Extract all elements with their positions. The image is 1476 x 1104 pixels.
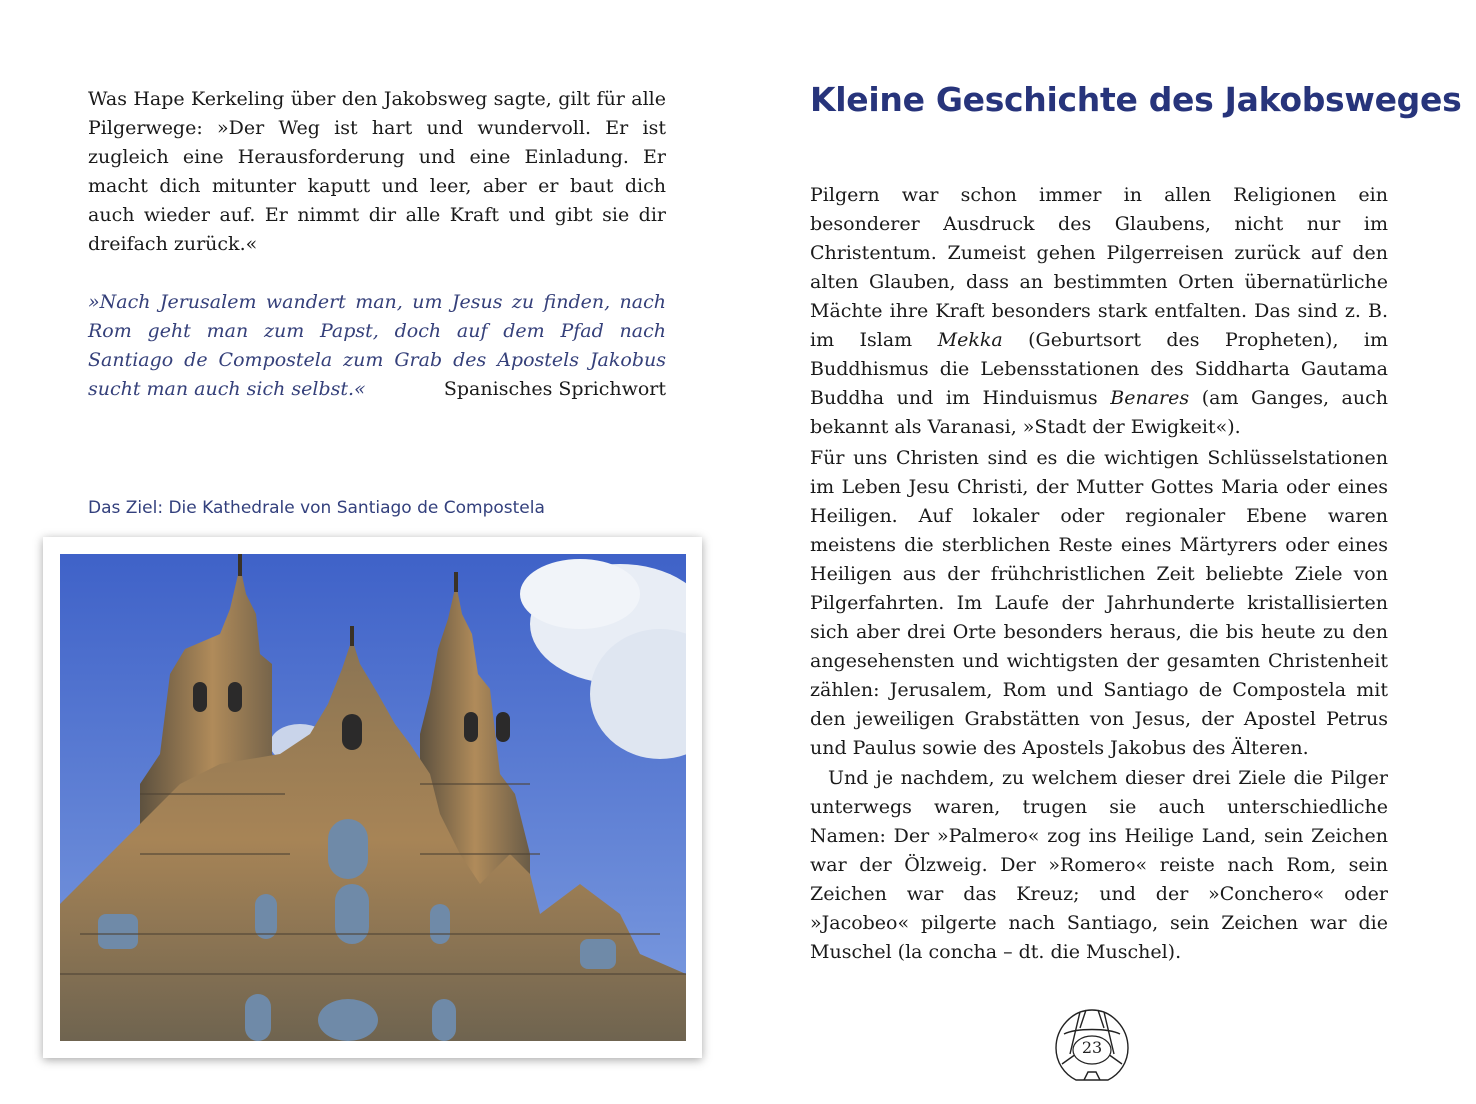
page-heading: Kleine Geschichte des Jakobsweges: [810, 80, 1462, 119]
quote-attribution: Spanisches Sprichwort: [443, 378, 666, 400]
photo-caption: Das Ziel: Die Kathedrale von Santiago de Compostela: [88, 498, 545, 518]
paragraph-1-part-c: (am Ganges, auch bekannt als Varanasi, »Stadt der Ewigkeit«).: [810, 387, 1389, 438]
cathedral-photo-frame: [43, 537, 702, 1058]
paragraph-1-part-b: (Geburtsort des Propheten), im Buddhismus die Lebensstationen des Siddharta Gautama Buddha und im Hinduismus: [810, 329, 1388, 409]
page-number: 23: [1081, 1038, 1103, 1057]
paragraph-1: [810, 181, 1388, 442]
paragraph-2: Für uns Christen sind es die wichtigen Schlüsselstationen im Leben Jesu Christi, der Mutter Gottes Maria oder eines Heiligen. Auf lokaler oder regionaler Ebene waren meistens die sterblichen Reste eines Märtyrers oder eines Heiligen aus der frühchristlichen Zeit beliebte Ziele von Pilgerfahrten. Im Laufe der Jahrhunderte kristallisierten sich aber drei Orte besonders heraus, die bis heute zu den angesehensten und wichtigsten der gesamten Christenheit zählen: Jerusalem, Rom und Santiago de Compostela mit den jeweiligen Grabstätten von Jesus, der Apostel Petrus und Paulus sowie des Apostels Jakobus des Älteren.: [810, 447, 1388, 759]
right-page: [738, 0, 1476, 1104]
mekka-term: Mekka: [937, 329, 1003, 351]
cathedral-photo: [60, 554, 686, 1041]
proverb-quote: »Nach Jerusalem wandert man, um Jesus zu finden, nach Rom geht man zum Papst, doch auf dem Pfad nach Santiago de Compostela zum Grab des Apostels Jakobus sucht man auch sich selbst.«: [88, 291, 666, 400]
intro-paragraph: Was Hape Kerkeling über den Jakobsweg sagte, gilt für alle Pilgerwege: »Der Weg ist hart und wundervoll. Er ist zugleich eine Herausforderung und eine Einladung. Er macht dich mitunter kaputt und leer, aber er baut dich auch wieder auf. Er nimmt dir alle Kraft und gibt sie dir dreifach zurück.«: [88, 88, 666, 255]
paragraph-3: Und je nachdem, zu welchem dieser drei Ziele die Pilger unterwegs waren, trugen sie auch unterschiedliche Namen: Der »Palmero« zog ins Heilige Land, sein Zeichen war der Ölzweig. Der »Romero« reiste nach Rom, sein Zeichen war das Kreuz; und der »Conchero« oder »Jacobeo« pilgerte nach Santiago, sein Zeichen war die Muschel (la concha – dt. die Muschel).: [810, 767, 1388, 963]
benares-term: Benares: [1110, 387, 1190, 409]
page-number-badge: [1050, 1004, 1134, 1084]
paragraph-1-part-a: Pilgern war schon immer in allen Religionen ein besonderer Ausdruck des Glaubens, nicht nur im Christentum. Zumeist gehen Pilgerreisen zurück auf den alten Glauben, dass an bestimmten Orten übernatürliche Mächte ihre Kraft besonders stark entfalten. Das sind z. B. im Islam: [810, 184, 1388, 351]
